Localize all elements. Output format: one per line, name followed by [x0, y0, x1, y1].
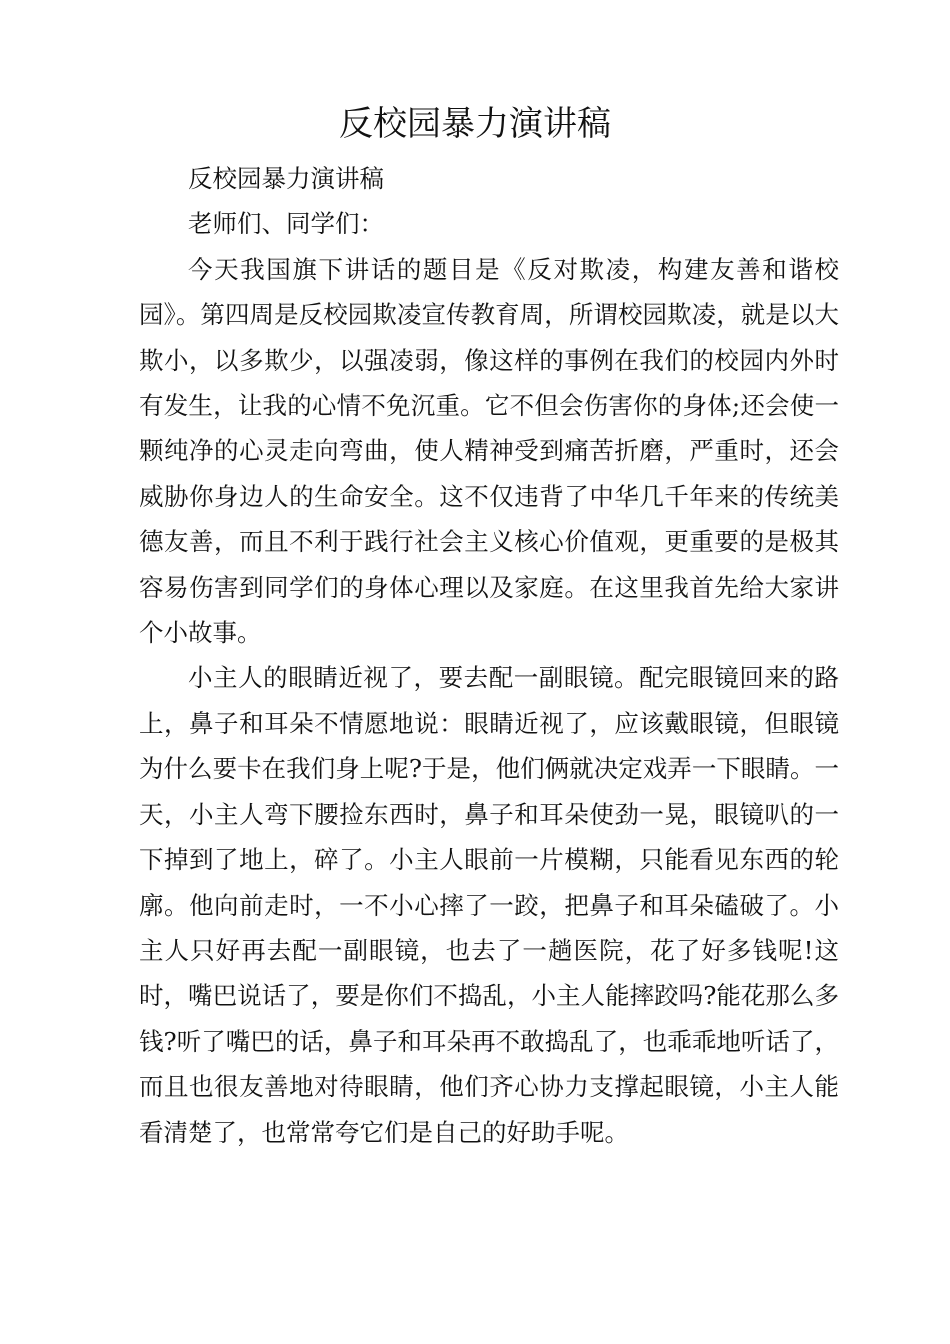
paragraph-story: 小主人的眼睛近视了，要去配一副眼镜。配完眼镜回来的路上，鼻子和耳朵不情愿地说：眼睛近视了，应该戴眼镜，但眼镜为什么要卡在我们身上呢?于是，他们俩就决定戏弄一下眼睛。一天，小主人弯下腰捡东西时，鼻子和耳朵使劲一晃，眼镜叭的一下掉到了地上，碎了。小主人眼前一片模糊，只能看见东西的轮廓。他向前走时，一不小心摔了一跤，把鼻子和耳朵磕破了。小主人只好再去配一副眼镜，也去了一趟医院，花了好多钱呢!这时，嘴巴说话了，要是你们不捣乱，小主人能摔跤吗?能花那么多钱?听了嘴巴的话，鼻子和耳朵再不敢捣乱了，也乖乖地听话了，而且也很友善地对待眼睛，他们齐心协力支撑起眼镜，小主人能看清楚了，也常常夸它们是自己的好助手呢。 — [139, 663, 839, 1147]
paragraph-subtitle: 反校园暴力演讲稿 — [188, 164, 384, 193]
document-title: 反校园暴力演讲稿 — [339, 104, 611, 144]
document-body — [139, 156, 839, 1155]
paragraph-salutation: 老师们、同学们： — [188, 209, 384, 239]
paragraph-intro: 今天我国旗下讲话的题目是《反对欺凌，构建友善和谐校园》。第四周是反校园欺凌宣传教育周，所谓校园欺凌，就是以大欺小，以多欺少，以强凌弱，像这样的事例在我们的校园内外时有发生，让我的心情不免沉重。它不但会伤害你的身体;还会使一颗纯净的心灵走向弯曲，使人精神受到痛苦折磨，严重时，还会威胁你身边人的生命安全。这不仅违背了中华几千年来的传统美德友善，而且不利于践行社会主义核心价值观，更重要的是极其容易伤害到同学们的身体心理以及家庭。在这里我首先给大家讲个小故事。 — [139, 254, 839, 648]
